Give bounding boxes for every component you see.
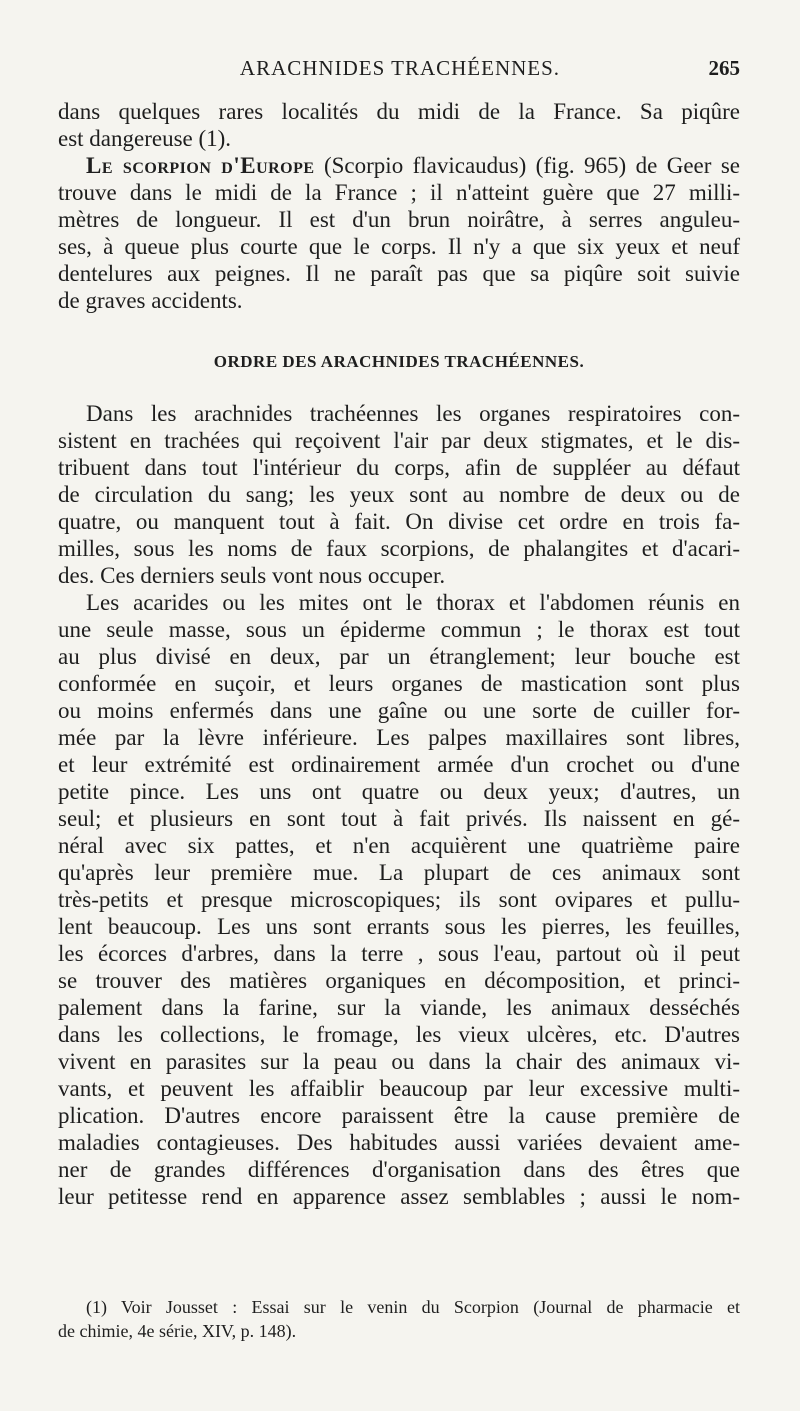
text-line: mètres de longueur. Il est d'un brun noirâtre, à serres anguleu- (58, 207, 740, 232)
text-line: de circulation du sang; les yeux sont au nombre de deux ou de (58, 482, 740, 507)
text-fragment: (Scorpio flavicaudus) (fig. 965) de Geer se (314, 153, 740, 178)
footnote-line: (1) Voir Jousset : Essai sur le venin du Scorpion (Journal de pharmacie et (86, 1297, 740, 1317)
text-line: trouve dans le midi de la France ; il n'atteint guère que 27 milli- (58, 180, 740, 205)
text-line: quatre, ou manquent tout à fait. On divise cet ordre en trois fa- (58, 509, 740, 534)
text-line: est dangereuse (1). (58, 126, 232, 151)
section-heading: ORDRE DES ARACHNIDES TRACHÉENNES. (213, 352, 585, 371)
text-line: qu'après leur première mue. La plupart de ces animaux sont (58, 860, 740, 885)
text-line: ner de grandes différences d'organisation dans des êtres que (58, 1157, 740, 1182)
text-line: une seule masse, sous un épiderme commun ; le thorax est tout (58, 617, 740, 642)
running-title: ARACHNIDES TRACHÉENNES. (239, 56, 561, 80)
text-line: vivent en parasites sur la peau ou dans la chair des animaux vi- (58, 1049, 740, 1074)
footnote (58, 1295, 740, 1343)
text-line: palement dans la farine, sur la viande, les animaux desséchés (58, 995, 740, 1020)
text-line: vants, et peuvent les affaiblir beaucoup par leur excessive multi- (58, 1076, 740, 1101)
text-line: Les acarides ou les mites ont le thorax et l'abdomen réunis en (86, 590, 740, 615)
text-line: lent beaucoup. Les uns sont errants sous les pierres, les feuilles, (58, 914, 740, 939)
text-line (58, 152, 740, 179)
text-line: au plus divisé en deux, par un étranglement; leur bouche est (58, 644, 740, 669)
text-line: tribuent dans tout l'intérieur du corps, afin de suppléer au défaut (58, 455, 740, 480)
page-number: 265 (708, 56, 740, 80)
text-line: conformée en suçoir, et leurs organes de mastication sont plus (58, 671, 740, 696)
text-line: plication. D'autres encore paraissent être la cause première de (58, 1103, 740, 1128)
text-line: néral avec six pattes, et n'en acquièrent une quatrième paire (58, 833, 740, 858)
text-line: très-petits et presque microscopiques; ils sont ovipares et pullu- (58, 887, 740, 912)
text-line: milles, sous les noms de faux scorpions, de phalangites et d'acari- (58, 536, 740, 561)
text-line: Dans les arachnides trachéennes les organes respiratoires con- (86, 401, 740, 426)
text-line: dans quelques rares localités du midi de la France. Sa piqûre (58, 99, 740, 124)
text-line: de graves accidents. (58, 288, 243, 313)
text-line: dentelures aux peignes. Il ne paraît pas que sa piqûre soit suivie (58, 261, 740, 286)
footnote-line: de chimie, 4e série, XIV, p. 148). (58, 1321, 297, 1341)
text-line: se trouver des matières organiques en décomposition, et princi- (58, 968, 740, 993)
page-header (60, 56, 740, 86)
text-line: seul; et plusieurs en sont tout à fait privés. Ils naissent en gé- (58, 806, 740, 831)
text-line: dans les collections, le fromage, les vieux ulcères, etc. D'autres (58, 1022, 740, 1047)
species-name: Le scorpion d'Europe (86, 153, 315, 178)
text-line: sistent en trachées qui reçoivent l'air par deux stigmates, et le dis- (58, 428, 740, 453)
text-line: des. Ces derniers seuls vont nous occuper. (58, 563, 446, 588)
text-line: et leur extrémité est ordinairement armée d'un crochet ou d'une (58, 752, 740, 777)
body-text (58, 98, 740, 1210)
text-line: mée par la lèvre inférieure. Les palpes maxillaires sont libres, (58, 725, 740, 750)
text-line: les écorces d'arbres, dans la terre , sous l'eau, partout où il peut (58, 941, 740, 966)
text-line: leur petitesse rend en apparence assez semblables ; aussi le nom- (58, 1184, 740, 1209)
text-line: petite pince. Les uns ont quatre ou deux yeux; d'autres, un (58, 779, 740, 804)
text-line: ses, à queue plus courte que le corps. Il n'y a que six yeux et neuf (58, 234, 740, 259)
text-line: ou moins enfermés dans une gaîne ou une sorte de cuiller for- (58, 698, 740, 723)
text-line: maladies contagieuses. Des habitudes aussi variées devaient ame- (58, 1130, 740, 1155)
